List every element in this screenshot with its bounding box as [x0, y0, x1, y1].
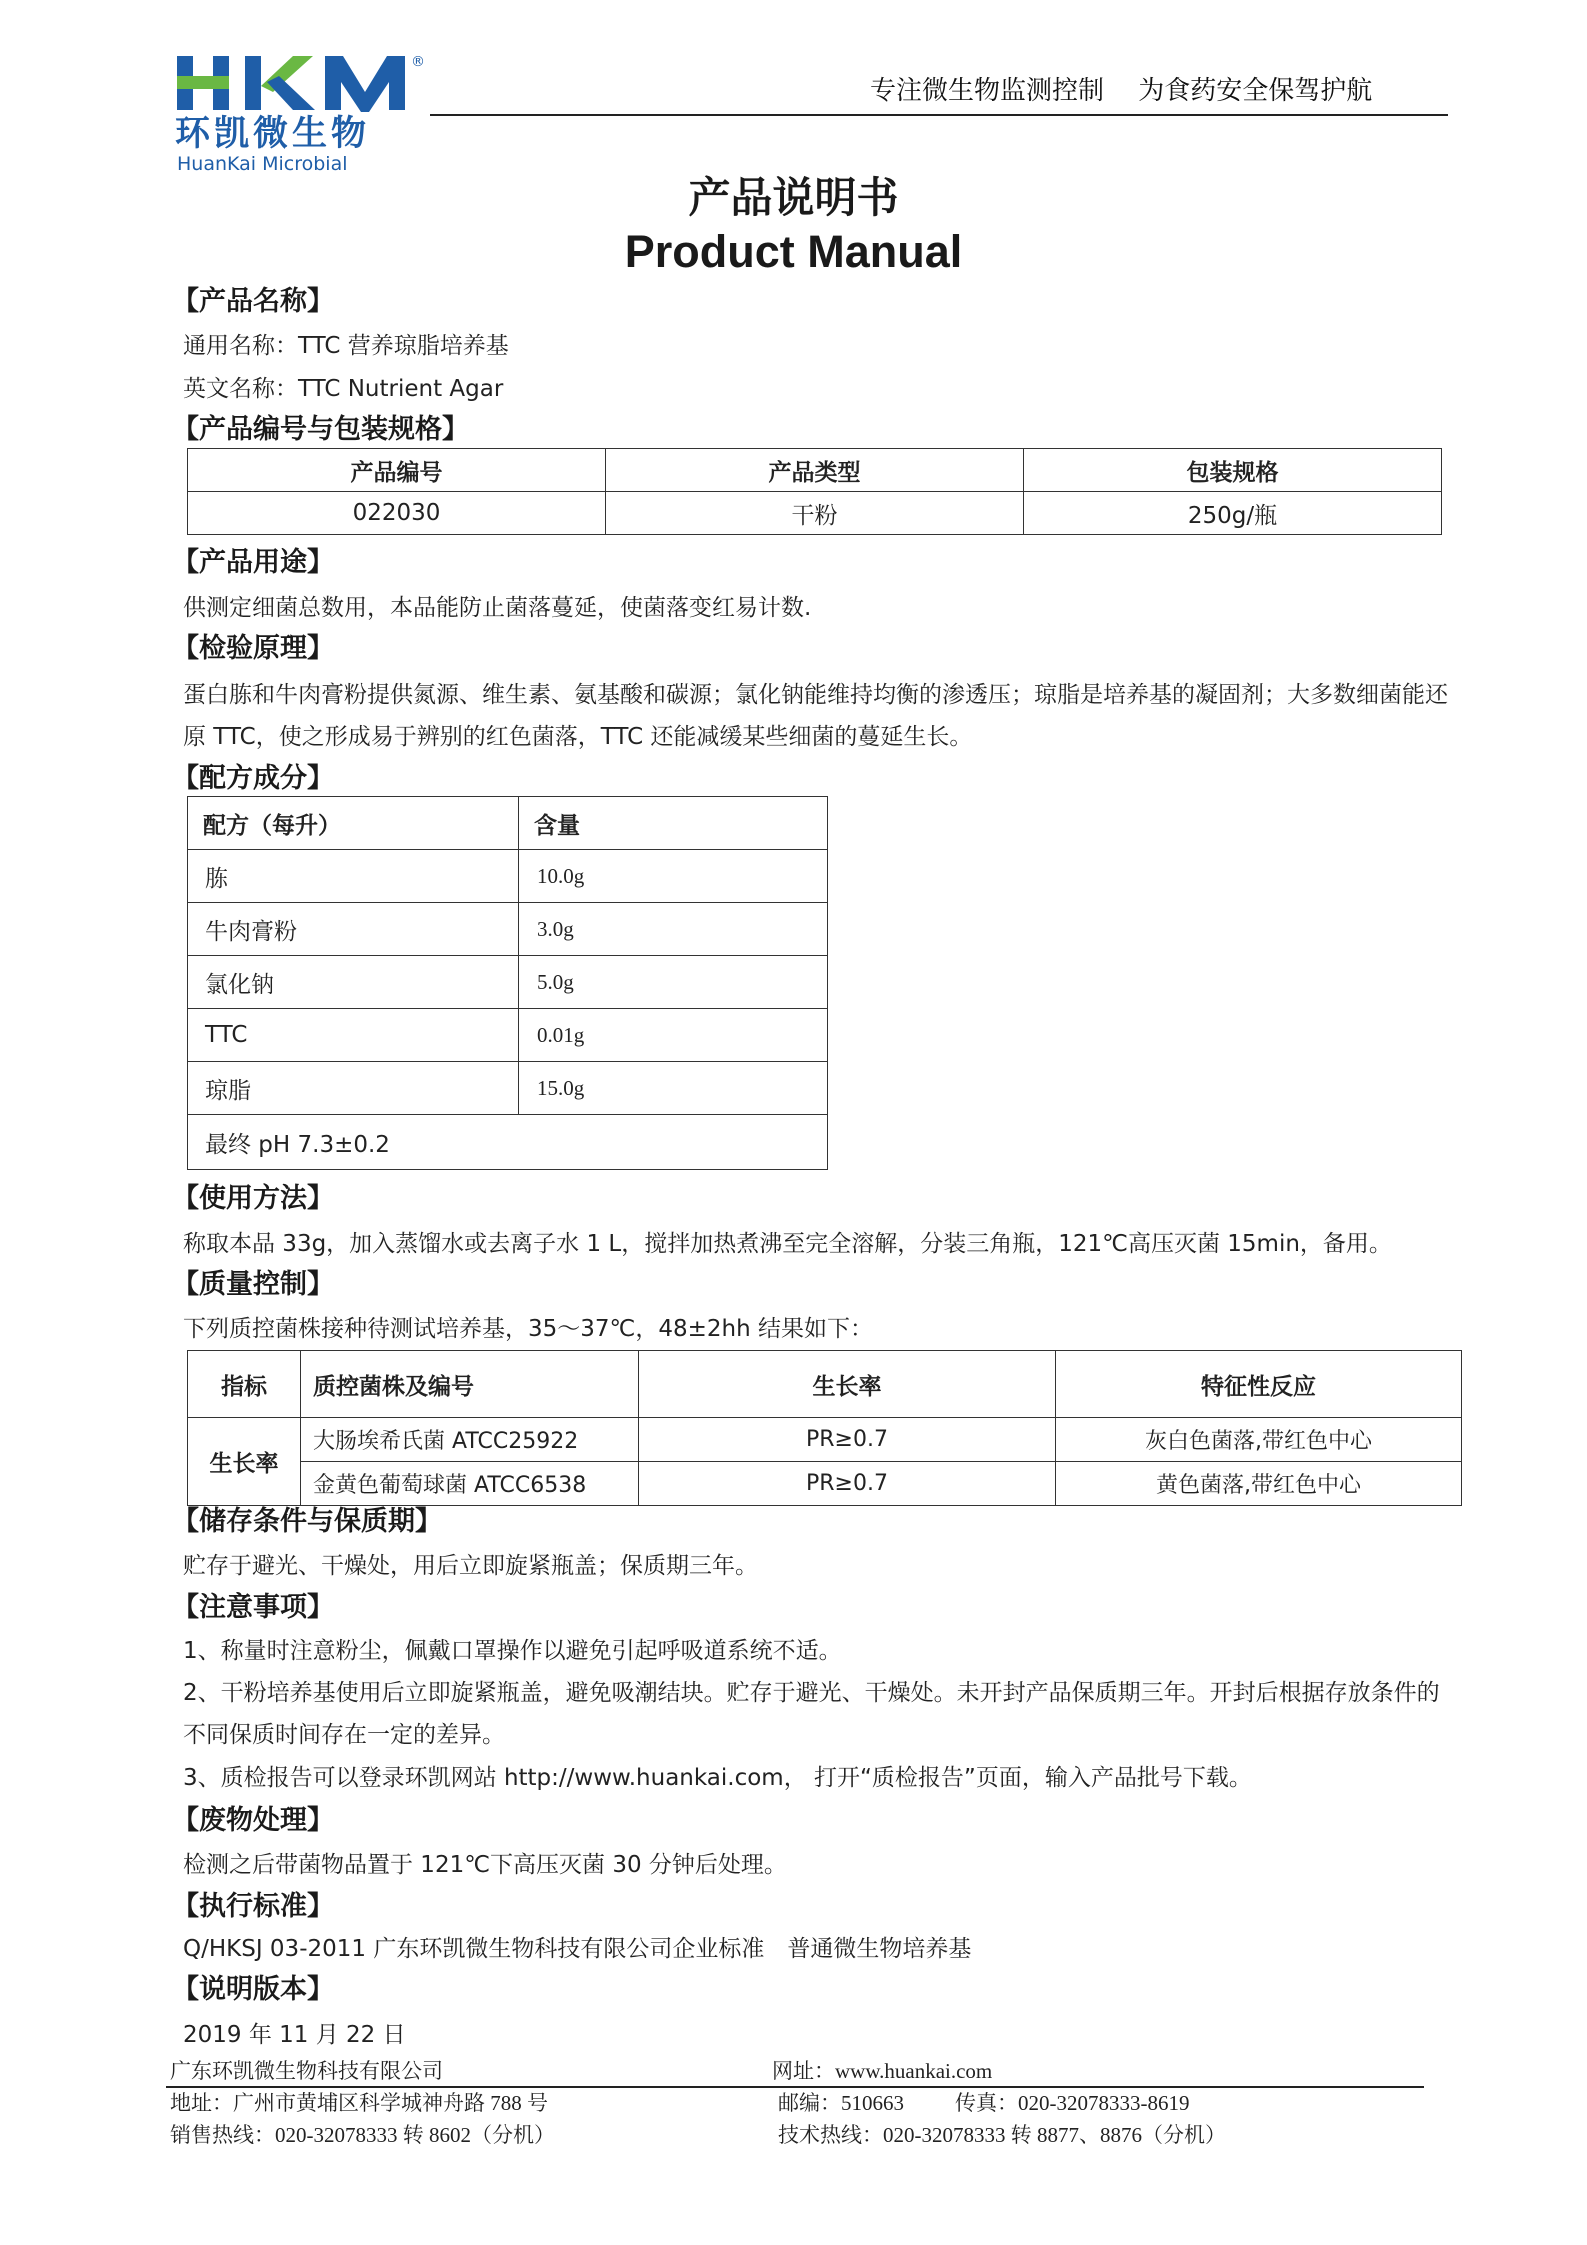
- version-text: 2019 年 11 月 22 日: [183, 2022, 406, 2048]
- final-ph-row: [188, 1115, 828, 1170]
- storage-text: 贮存于避光、干燥处，用后立即旋紧瓶盖；保质期三年。: [183, 1553, 758, 1579]
- english-name: 英文名称：TTC Nutrient Agar: [183, 376, 504, 402]
- note-item-3: 3、质检报告可以登录环凯网站 http://www.huankai.com， 打开“质检报告”页面，输入产品批号下载。: [183, 1765, 1252, 1791]
- package-header-type: 产品类型: [606, 449, 1024, 492]
- footer-tech-hotline: 技术热线：020-32078333 转 8877、8876（分机）: [778, 2123, 1226, 2147]
- page-title-en: Product Manual: [624, 226, 963, 277]
- footer-website[interactable]: 网址：www.huankai.com: [772, 2059, 993, 2083]
- table-row: [188, 850, 828, 903]
- standard-heading: 【执行标准】: [172, 1891, 334, 1922]
- formula-header-name: 配方（每升）: [188, 797, 519, 850]
- principle-heading: 【检验原理】: [172, 633, 334, 664]
- qc-header-rate: 生长率: [639, 1351, 1056, 1418]
- package-table-row: [188, 492, 1442, 535]
- disposal-heading: 【废物处理】: [172, 1805, 334, 1836]
- storage-heading: 【储存条件与保质期】: [172, 1506, 442, 1537]
- qc-indicator: 生长率: [188, 1418, 301, 1506]
- qc-rate: PR≥0.7: [639, 1418, 1056, 1462]
- table-row: [188, 903, 828, 956]
- footer-postcode: 邮编：510663: [778, 2091, 904, 2115]
- final-ph: 最终 pH 7.3±0.2: [188, 1115, 828, 1170]
- table-row: [188, 1462, 1462, 1506]
- formula-table: [187, 796, 828, 1170]
- ingredient-amount: 0.01g: [519, 1009, 828, 1062]
- formula-header-amount: 含量: [519, 797, 828, 850]
- version-heading: 【说明版本】: [172, 1974, 334, 2005]
- qc-strain: 大肠埃希氏菌 ATCC25922: [301, 1418, 639, 1462]
- footer-sales-hotline: 销售热线：020-32078333 转 8602（分机）: [170, 2123, 555, 2147]
- disposal-text: 检测之后带菌物品置于 121℃下高压灭菌 30 分钟后处理。: [183, 1852, 787, 1878]
- method-text: 称取本品 33g，加入蒸馏水或去离子水 1 L，搅拌加热煮沸至完全溶解，分装三角瓶，121℃高压灭菌 15min，备用。: [183, 1231, 1392, 1257]
- qc-heading: 【质量控制】: [172, 1269, 334, 1300]
- package-header-spec: 包装规格: [1024, 449, 1442, 492]
- ingredient-name: 牛肉膏粉: [188, 903, 519, 956]
- header-tagline: 专注微生物监测控制 为食药安全保驾护航: [870, 76, 1373, 106]
- product-name-heading: 【产品名称】: [172, 286, 334, 317]
- qc-header-indicator: 指标: [188, 1351, 301, 1418]
- table-row: [188, 1418, 1462, 1462]
- ingredient-amount: 3.0g: [519, 903, 828, 956]
- product-code: 022030: [188, 492, 606, 535]
- table-row: [188, 1062, 828, 1115]
- package-heading: 【产品编号与包装规格】: [172, 414, 469, 445]
- page-title-cn: 产品说明书: [688, 173, 899, 222]
- ingredient-name: TTC: [188, 1009, 519, 1062]
- company-logo: [175, 48, 445, 175]
- table-row: [188, 956, 828, 1009]
- footer-company: 广东环凯微生物科技有限公司: [170, 2059, 443, 2083]
- qc-table: [187, 1350, 1462, 1506]
- package-header-code: 产品编号: [188, 449, 606, 492]
- formula-table-header: [188, 797, 828, 850]
- logo-chinese-name: 环凯微生物: [175, 114, 371, 154]
- hkm-logo-mark: [175, 48, 435, 118]
- note-item-2: 2、干粉培养基使用后立即旋紧瓶盖，避免吸潮结块。贮存于避光、干燥处。未开封产品保质期三年。开封后根据存放条件的不同保质时间存在一定的差异。: [183, 1680, 1440, 1748]
- qc-rate: PR≥0.7: [639, 1462, 1056, 1506]
- package-table: [187, 448, 1442, 535]
- qc-header-reaction: 特征性反应: [1056, 1351, 1462, 1418]
- ingredient-amount: 10.0g: [519, 850, 828, 903]
- qc-reaction: 黄色菌落,带红色中心: [1056, 1462, 1462, 1506]
- header-divider: [430, 114, 1448, 116]
- principle-text: 蛋白胨和牛肉膏粉提供氮源、维生素、氨基酸和碳源；氯化钠能维持均衡的渗透压；琼脂是培养基的凝固剂；大多数细菌能还原 TTC，使之形成易于辨别的红色菌落，TTC 还能减缓某些细菌的蔓延生长。: [183, 682, 1448, 750]
- footer-address: 地址：广州市黄埔区科学城神舟路 788 号: [170, 2091, 548, 2115]
- qc-header-strain: 质控菌株及编号: [301, 1351, 639, 1418]
- logo-english-name: HuanKai Microbial: [177, 153, 348, 175]
- ingredient-name: 氯化钠: [188, 956, 519, 1009]
- notes-heading: 【注意事项】: [172, 1592, 334, 1623]
- formula-heading: 【配方成分】: [172, 763, 334, 794]
- qc-reaction: 灰白色菌落,带红色中心: [1056, 1418, 1462, 1462]
- ingredient-amount: 15.0g: [519, 1062, 828, 1115]
- method-heading: 【使用方法】: [172, 1183, 334, 1214]
- note-item-1: 1、称量时注意粉尘，佩戴口罩操作以避免引起呼吸道系统不适。: [183, 1638, 842, 1664]
- usage-heading: 【产品用途】: [172, 547, 334, 578]
- footer-fax: 传真：020-32078333-8619: [955, 2091, 1190, 2115]
- ingredient-name: 胨: [188, 850, 519, 903]
- qc-intro: 下列质控菌株接种待测试培养基，35～37℃，48±2hh 结果如下：: [183, 1316, 873, 1342]
- standard-text: Q/HKSJ 03-2011 广东环凯微生物科技有限公司企业标准 普通微生物培养基: [183, 1936, 972, 1962]
- product-type: 干粉: [606, 492, 1024, 535]
- package-table-header: [188, 449, 1442, 492]
- qc-table-header: [188, 1351, 1462, 1418]
- ingredient-name: 琼脂: [188, 1062, 519, 1115]
- qc-strain: 金黄色葡萄球菌 ATCC6538: [301, 1462, 639, 1506]
- ingredient-amount: 5.0g: [519, 956, 828, 1009]
- common-name: 通用名称：TTC 营养琼脂培养基: [183, 333, 509, 359]
- registered-mark: ®: [411, 54, 425, 70]
- package-spec: 250g/瓶: [1024, 492, 1442, 535]
- usage-text: 供测定细菌总数用，本品能防止菌落蔓延，使菌落变红易计数.: [183, 595, 812, 621]
- table-row: [188, 1009, 828, 1062]
